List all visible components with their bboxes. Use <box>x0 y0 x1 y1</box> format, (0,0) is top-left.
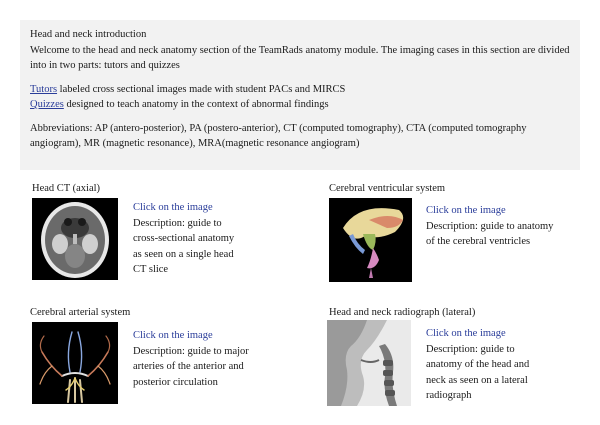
card-description: Description: guide to cross-sectional anatomy as seen on a single head CT slice <box>133 217 235 275</box>
click-on-image-link[interactable]: Click on the image <box>133 202 213 213</box>
click-on-image-link[interactable]: Click on the image <box>426 328 506 339</box>
tutors-line <box>30 82 570 98</box>
intro-welcome: Welcome to the head and neck anatomy section of the TeamRads anatomy module. The imaging cases in this section are divided into in two parts: tutors and quizzes <box>30 44 570 71</box>
quizzes-description: designed to teach anatomy in the context of abnormal findings <box>63 99 329 110</box>
card-title: Head and neck radiograph (lateral) <box>329 307 476 318</box>
card-title: Cerebral ventricular system <box>329 183 446 194</box>
card-text <box>133 328 263 390</box>
card-title: Head CT (axial) <box>32 183 101 194</box>
tutors-description: labeled cross sectional images made with student PACs and MIRCS <box>57 83 346 95</box>
cerebral-arteries-image[interactable] <box>32 322 118 404</box>
abbreviations-text: Abbreviations: AP (antero-posterior), PA (postero-anterior), CT (computed tomography), CTA (computed tomography angiogram), MR (magnetic resonance), MRA(magnetic resonance angiogram) <box>30 122 527 149</box>
card-description: Description: guide to anatomy of the cerebral ventricles <box>426 220 554 247</box>
click-on-image-link[interactable]: Click on the image <box>133 330 213 341</box>
intro-heading: Head and neck introduction <box>30 29 147 40</box>
ventricular-system-image[interactable] <box>329 198 412 282</box>
lateral-radiograph-image[interactable] <box>327 320 411 406</box>
card-text <box>426 203 558 250</box>
tutors-link[interactable]: Tutors <box>30 83 58 95</box>
card-title: Cerebral arterial system <box>30 307 131 318</box>
quizzes-line <box>30 97 570 113</box>
intro-panel <box>20 20 580 170</box>
card-text <box>133 200 245 278</box>
card-description: Description: guide to major arteries of the anterior and posterior circulation <box>133 345 249 388</box>
card-text <box>426 326 536 404</box>
quizzes-link[interactable]: Quizzes <box>30 99 64 110</box>
head-ct-image[interactable] <box>32 198 118 280</box>
click-on-image-link[interactable]: Click on the image <box>426 205 506 216</box>
card-description: Description: guide to anatomy of the head and neck as seen on a lateral radiograph <box>426 343 530 401</box>
